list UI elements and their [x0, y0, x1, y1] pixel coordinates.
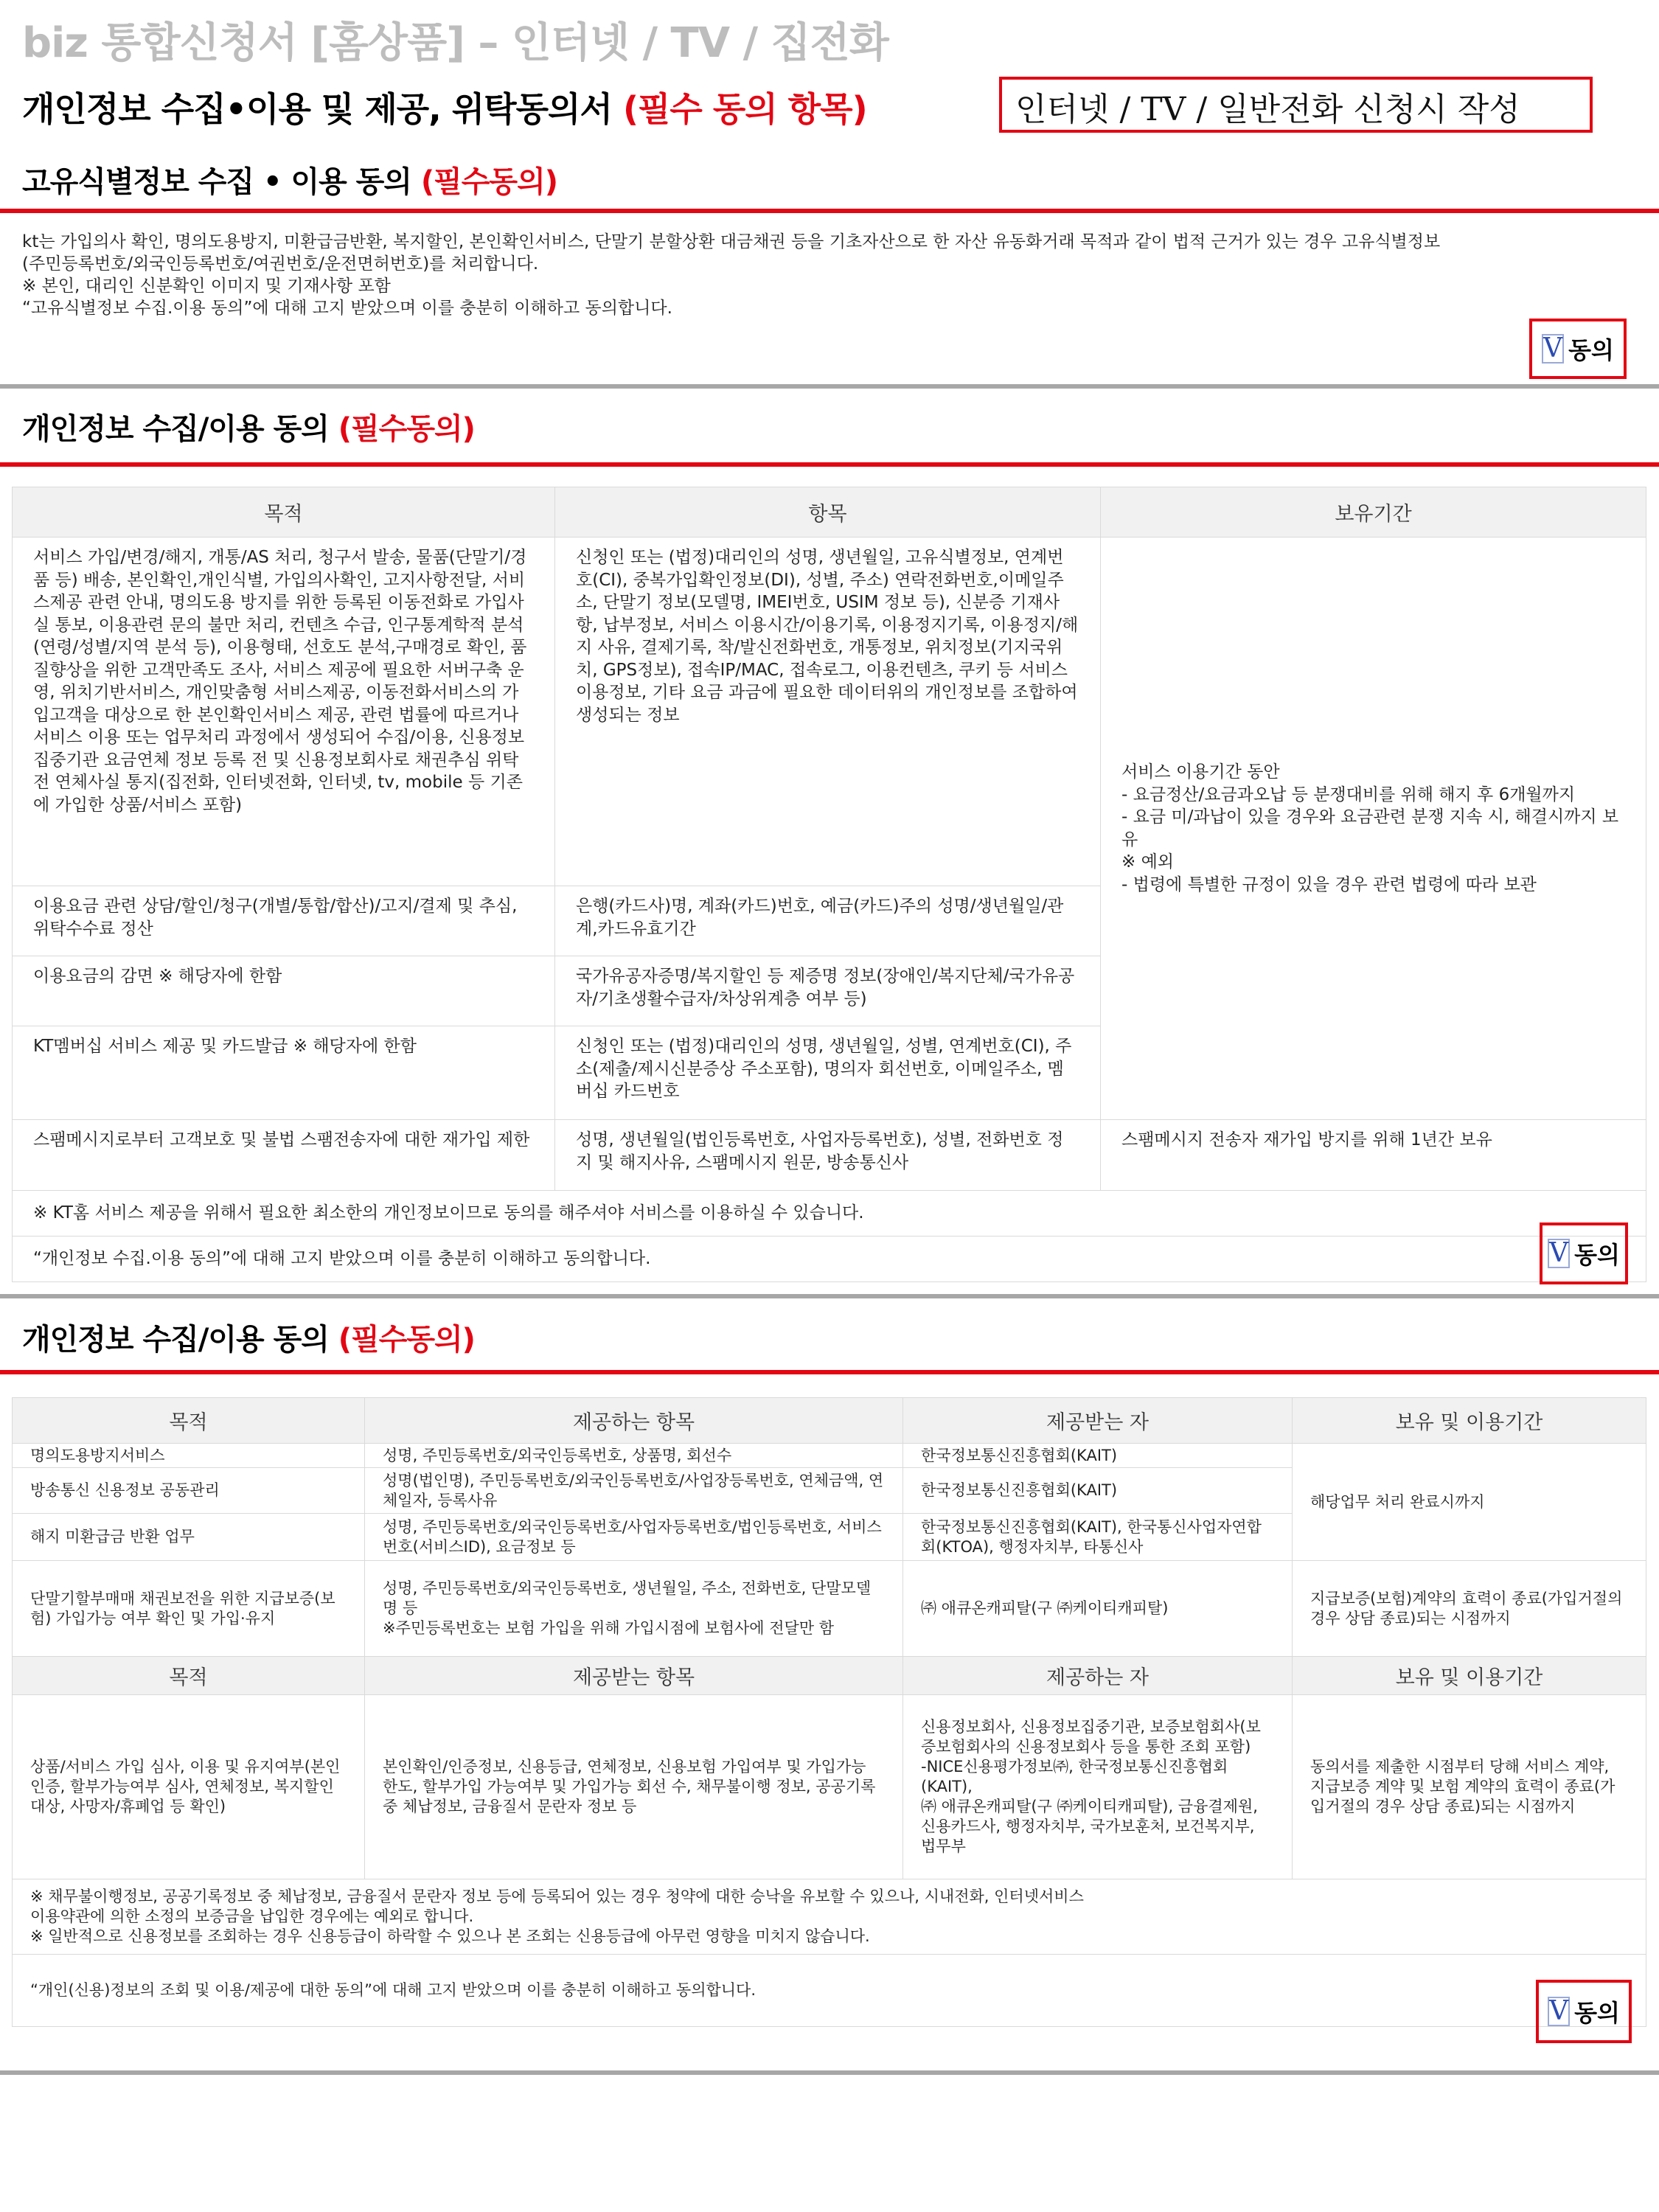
section1-line: kt는 가입의사 확인, 명의도용방지, 미환급금반환, 복지할인, 본인확인서비스, 단말기 분할상환 대금채권 등을 기초자산으로 한 자산 유동화거래 목적과 같이 법적 근거가 있는 경우 고유식별정보	[22, 232, 1441, 251]
purpose-cell: 단말기할부매매 채권보전을 위한 지급보증(보험) 가입가능 여부 확인 및 가입·유지	[13, 1561, 365, 1657]
table-header-row	[13, 1657, 1646, 1695]
scope-note-box: 인터넷 / TV / 일반전화 신청시 작성	[999, 77, 1593, 133]
purpose-cell: 해지 미환급금 반환 업무	[13, 1514, 365, 1561]
document-title-main: 개인정보 수집•이용 및 제공, 위탁동의서	[22, 89, 623, 129]
section3-title-main: 개인정보 수집/이용 동의	[22, 1323, 338, 1357]
note-line: ※ 일반적으로 신용정보를 조회하는 경우 신용등급이 하락할 수 있으나 본 조회는 신용등급에 아무런 영향을 미치지 않습니다.	[30, 1927, 870, 1945]
table-row	[13, 538, 1646, 886]
form-top-title: biz 통합신청서 [홈상품] – 인터넷 / TV / 집전화	[22, 19, 888, 67]
items-cell: 신청인 또는 (법정)대리인의 성명, 생년월일, 성별, 연계번호(CI), 주소(제출/제시신분증상 주소포함), 명의자 회선번호, 이메일주소, 멤버십 카드번호	[555, 1026, 1101, 1120]
items-line: 본인확인/인증정보, 신용등급, 연체정보, 신용보험 가입여부 및 가입가능	[383, 1758, 866, 1775]
retention-line: - 법령에 특별한 규정이 있을 경우 관련 법령에 따라 보관	[1121, 874, 1537, 894]
purpose-cell: 이용요금의 감면 ※ 해당자에 한함	[13, 956, 555, 1026]
table-row	[13, 1695, 1646, 1879]
consent-text: “개인(신용)정보의 조회 및 이용/제공에 대한 동의”에 대해 고지 받았으며 이를 충분히 이해하고 동의합니다.	[13, 1955, 1646, 2027]
items-cell	[365, 1561, 903, 1657]
items-cell	[365, 1695, 903, 1879]
purpose-cell: KT멤버십 서비스 제공 및 카드발급 ※ 해당자에 한함	[13, 1026, 555, 1120]
items-line: 한도, 할부가입 가능여부 및 가입가능 회선 수, 채무불이행 정보, 공공기록	[383, 1778, 876, 1795]
table-header-row	[13, 1398, 1646, 1444]
section1-line: ※ 본인, 대리인 신분확인 이미지 및 기재사항 포함	[22, 276, 391, 296]
recipient-cell: 한국정보통신진흥협회(KAIT)	[903, 1468, 1293, 1514]
retention-cell	[1101, 538, 1646, 1120]
note-line: 이용약관에 의한 소정의 보증금을 납입한 경우에는 예외로 합니다.	[30, 1907, 474, 1925]
recipient-cell: 한국정보통신진흥협회(KAIT), 한국통신사업자연합회(KTOA), 행정자치부, 타통신사	[903, 1514, 1293, 1561]
purpose-cell: 방송통신 신용정보 공동관리	[13, 1468, 365, 1514]
retention-line: - 요금정산/요금과오납 등 분쟁대비를 위해 해지 후 6개월까지	[1121, 785, 1576, 804]
items-cell: 신청인 또는 (법정)대리인의 성명, 생년월일, 고유식별정보, 연계번호(CI), 중복가입확인정보(DI), 성별, 주소) 연락전화번호,이메일주소, 단말기 정보(모델명, IMEI번호, USIM 정보 등), 신분증 기재사항, 납부정보, 서비스 이용시간/이용기록, 이용정지기록, 이용정지/해지 사유, 결제기록, 착/발신전화번호, 개통정보, 위치정보(기지국위치, GPS정보), 접속IP/MAC, 접속로그, 이용컨텐츠, 쿠키 등 서비스이용정보, 기타 요금 과금에 필요한 데이터위의 개인정보를 조합하여 생성되는 정보	[555, 538, 1101, 886]
items-cell: 국가유공자증명/복지할인 등 제증명 정보(장애인/복지단체/국가유공자/기초생활수급자/차상위계층 여부 등)	[555, 956, 1101, 1026]
section3-title-required: (필수동의)	[338, 1323, 475, 1357]
purpose-cell: 스팸메시지로부터 고객보호 및 불법 스팸전송자에 대한 재가입 제한	[13, 1120, 555, 1191]
table-row	[13, 1444, 1646, 1468]
provision-table	[12, 1397, 1646, 2027]
column-header: 제공하는 자	[903, 1657, 1293, 1695]
table-consent-row	[13, 1237, 1646, 1282]
table-header-row	[13, 487, 1646, 538]
retention-line: - 요금 미/과납이 있을 경우와 요금관련 분쟁 지속 시, 해결시까지 보유	[1121, 807, 1619, 849]
table-note-row	[13, 1879, 1646, 1955]
agree-label: 동의	[1568, 336, 1614, 364]
items-cell: 성명, 생년월일(법인등록번호, 사업자등록번호), 성별, 전화번호 정지 및 해지사유, 스팸메시지 원문, 방송통신사	[555, 1120, 1101, 1191]
period-cell: 지급보증(보험)계약의 효력이 종료(가입거절의 경우 상담 종료)되는 시점까지	[1293, 1561, 1646, 1657]
section1-line: (주민등록번호/외국인등록번호/여권번호/운전면허번호)를 처리합니다.	[22, 254, 539, 274]
items-cell: 성명, 주민등록번호/외국인등록번호, 상품명, 회선수	[365, 1444, 903, 1468]
column-header: 제공받는 자	[903, 1398, 1293, 1444]
check-mark-icon: V	[1543, 333, 1563, 364]
purpose-cell: 명의도용방지서비스	[13, 1444, 365, 1468]
provider-cell	[903, 1695, 1293, 1879]
column-header: 보유기간	[1101, 487, 1646, 538]
provider-line: ㈜ 애큐온캐피탈(구 ㈜케이티캐피탈), 금융결제원, 신용카드사, 행정자치부, 국가보훈처, 보건복지부, 법무부	[921, 1798, 1258, 1855]
items-line: ※주민등록번호는 보험 가입을 위해 가입시점에 보험사에 전달만 함	[383, 1619, 835, 1637]
check-mark-icon: V	[1549, 1996, 1569, 2026]
purpose-cell: 서비스 가입/변경/해지, 개통/AS 처리, 청구서 발송, 물품(단말기/경품 등) 배송, 본인확인,개인식별, 가입의사확인, 고지사항전달, 서비스제공 관련 안내, 명의도용 방지를 위한 등록된 이동전화로 가입사실 통보, 이용관련 문의 불만 처리, 컨텐츠 수급, 인구통계학적 분석(연령/성별/지역 분석 등), 이용형태, 선호도 분석,구매경로 확인, 품질향상을 위한 고객만족도 조사, 서비스 제공에 필요한 서버구축 운영, 위치기반서비스, 개인맞춤형 서비스제공, 이동전화서비스의 가입고객을 대상으로 한 본인확인서비스 제공, 관련 법률에 따르거나 서비스 이용 또는 업무처리 과정에서 생성되어 수집/이용, 신용정보집중기관 요금연체 정보 등록 전 및 신용정보회사로 채권추심 위탁 전 연체사실 통지(집전화, 인터넷전화, 인터넷, tv, mobile 등 기존에 가입한 상품/서비스 포함)	[13, 538, 555, 886]
provider-line: 신용정보회사, 신용정보집중기관, 보증보험회사(보증보험회사의 신용정보회사 등을 통한 조회 포함)	[921, 1718, 1261, 1756]
items-line: 성명, 주민등록번호/외국인등록번호, 생년월일, 주소, 전화번호, 단말모델명 등	[383, 1579, 872, 1617]
items-cell: 은행(카드사)명, 계좌(카드)번호, 예금(카드)주의 성명/생년월일/관계,카드유효기간	[555, 886, 1101, 956]
retention-line: 서비스 이용기간 동안	[1121, 762, 1280, 782]
section1-title-required: (필수동의)	[420, 165, 557, 199]
purpose-cell: 이용요금 관련 상담/할인/청구(개별/통합/합산)/고지/결제 및 추심, 위탁수수료 정산	[13, 886, 555, 956]
section3-red-rule	[0, 1370, 1659, 1374]
section1-line: “고유식별정보 수집.이용 동의”에 대해 고지 받았으며 이를 충분히 이해하고 동의합니다.	[22, 299, 672, 318]
section2-title	[22, 406, 475, 448]
purpose-cell: 상품/서비스 가입 심사, 이용 및 유지여부(본인인증, 할부가능여부 심사, 연체정보, 복지할인 대상, 사망자/휴폐업 등 확인)	[13, 1695, 365, 1879]
credit-notes	[13, 1879, 1646, 1955]
agree-label: 동의	[1574, 1241, 1620, 1269]
period-cell: 동의서를 제출한 시점부터 당해 서비스 계약, 지급보증 계약 및 보험 계약의 효력이 종료(가입거절의 경우 상담 종료)되는 시점까지	[1293, 1695, 1646, 1879]
table-row	[13, 1120, 1646, 1191]
check-mark-icon: V	[1549, 1238, 1569, 1268]
document-title-required: (필수 동의 항목)	[622, 89, 867, 129]
section1-gray-rule	[0, 384, 1659, 389]
section2-red-rule	[0, 462, 1659, 467]
column-header: 보유 및 이용기간	[1293, 1398, 1646, 1444]
section3-title	[22, 1316, 475, 1358]
consent-text: “개인정보 수집.이용 동의”에 대해 고지 받았으며 이를 충분히 이해하고 동의합니다.	[13, 1237, 1646, 1282]
column-header: 제공하는 항목	[365, 1398, 903, 1444]
column-header: 목적	[13, 1398, 365, 1444]
section2-agree-checkbox[interactable]	[1540, 1222, 1628, 1284]
column-header: 목적	[13, 1657, 365, 1695]
document-title	[22, 83, 867, 131]
items-cell: 성명, 주민등록번호/외국인등록번호/사업자등록번호/법인등록번호, 서비스번호(서비스ID), 요금정보 등	[365, 1514, 903, 1561]
column-header: 보유 및 이용기간	[1293, 1657, 1646, 1695]
section1-agree-checkbox[interactable]	[1529, 319, 1627, 379]
column-header: 제공받는 항목	[365, 1657, 903, 1695]
section1-intro	[22, 231, 1630, 319]
table-row	[13, 1561, 1646, 1657]
section3-gray-rule	[0, 2070, 1659, 2075]
retention-line: ※ 예외	[1121, 852, 1175, 872]
column-header: 목적	[13, 487, 555, 538]
recipient-cell: 한국정보통신진흥협회(KAIT)	[903, 1444, 1293, 1468]
section3-agree-checkbox[interactable]	[1536, 1980, 1632, 2043]
items-line: 중 체납정보, 금융질서 문란자 정보 등	[383, 1798, 637, 1815]
items-cell: 성명(법인명), 주민등록번호/외국인등록번호/사업장등록번호, 연체금액, 연체일자, 등록사유	[365, 1468, 903, 1514]
section2-title-required: (필수동의)	[338, 412, 475, 446]
section1-title-main: 고유식별정보 수집 • 이용 동의	[22, 165, 421, 199]
agree-label: 동의	[1574, 1999, 1620, 2027]
note-line: ※ 채무불이행정보, 공공기록정보 중 체납정보, 금융질서 문란자 정보 등에 등록되어 있는 경우 청약에 대한 승낙을 유보할 수 있으나, 시내전화, 인터넷서비스	[30, 1888, 1084, 1905]
section2-gray-rule	[0, 1294, 1659, 1298]
period-cell: 해당업무 처리 완료시까지	[1293, 1444, 1646, 1561]
table-consent-row	[13, 1955, 1646, 2027]
recipient-cell: ㈜ 애큐온캐피탈(구 ㈜케이티캐피탈)	[903, 1561, 1293, 1657]
provider-line: -NICE신용평가정보㈜, 한국정보통신진흥협회(KAIT),	[921, 1758, 1228, 1795]
column-header: 항목	[555, 487, 1101, 538]
retention-cell: 스팸메시지 전송자 재가입 방지를 위해 1년간 보유	[1101, 1120, 1646, 1191]
section1-title	[22, 159, 557, 201]
section1-red-rule	[0, 209, 1659, 213]
section2-title-main: 개인정보 수집/이용 동의	[22, 412, 338, 446]
collection-table	[12, 487, 1646, 1282]
service-note: ※ KT홈 서비스 제공을 위해서 필요한 최소한의 개인정보이므로 동의를 해주셔야 서비스를 이용하실 수 있습니다.	[13, 1191, 1646, 1237]
table-note-row	[13, 1191, 1646, 1237]
